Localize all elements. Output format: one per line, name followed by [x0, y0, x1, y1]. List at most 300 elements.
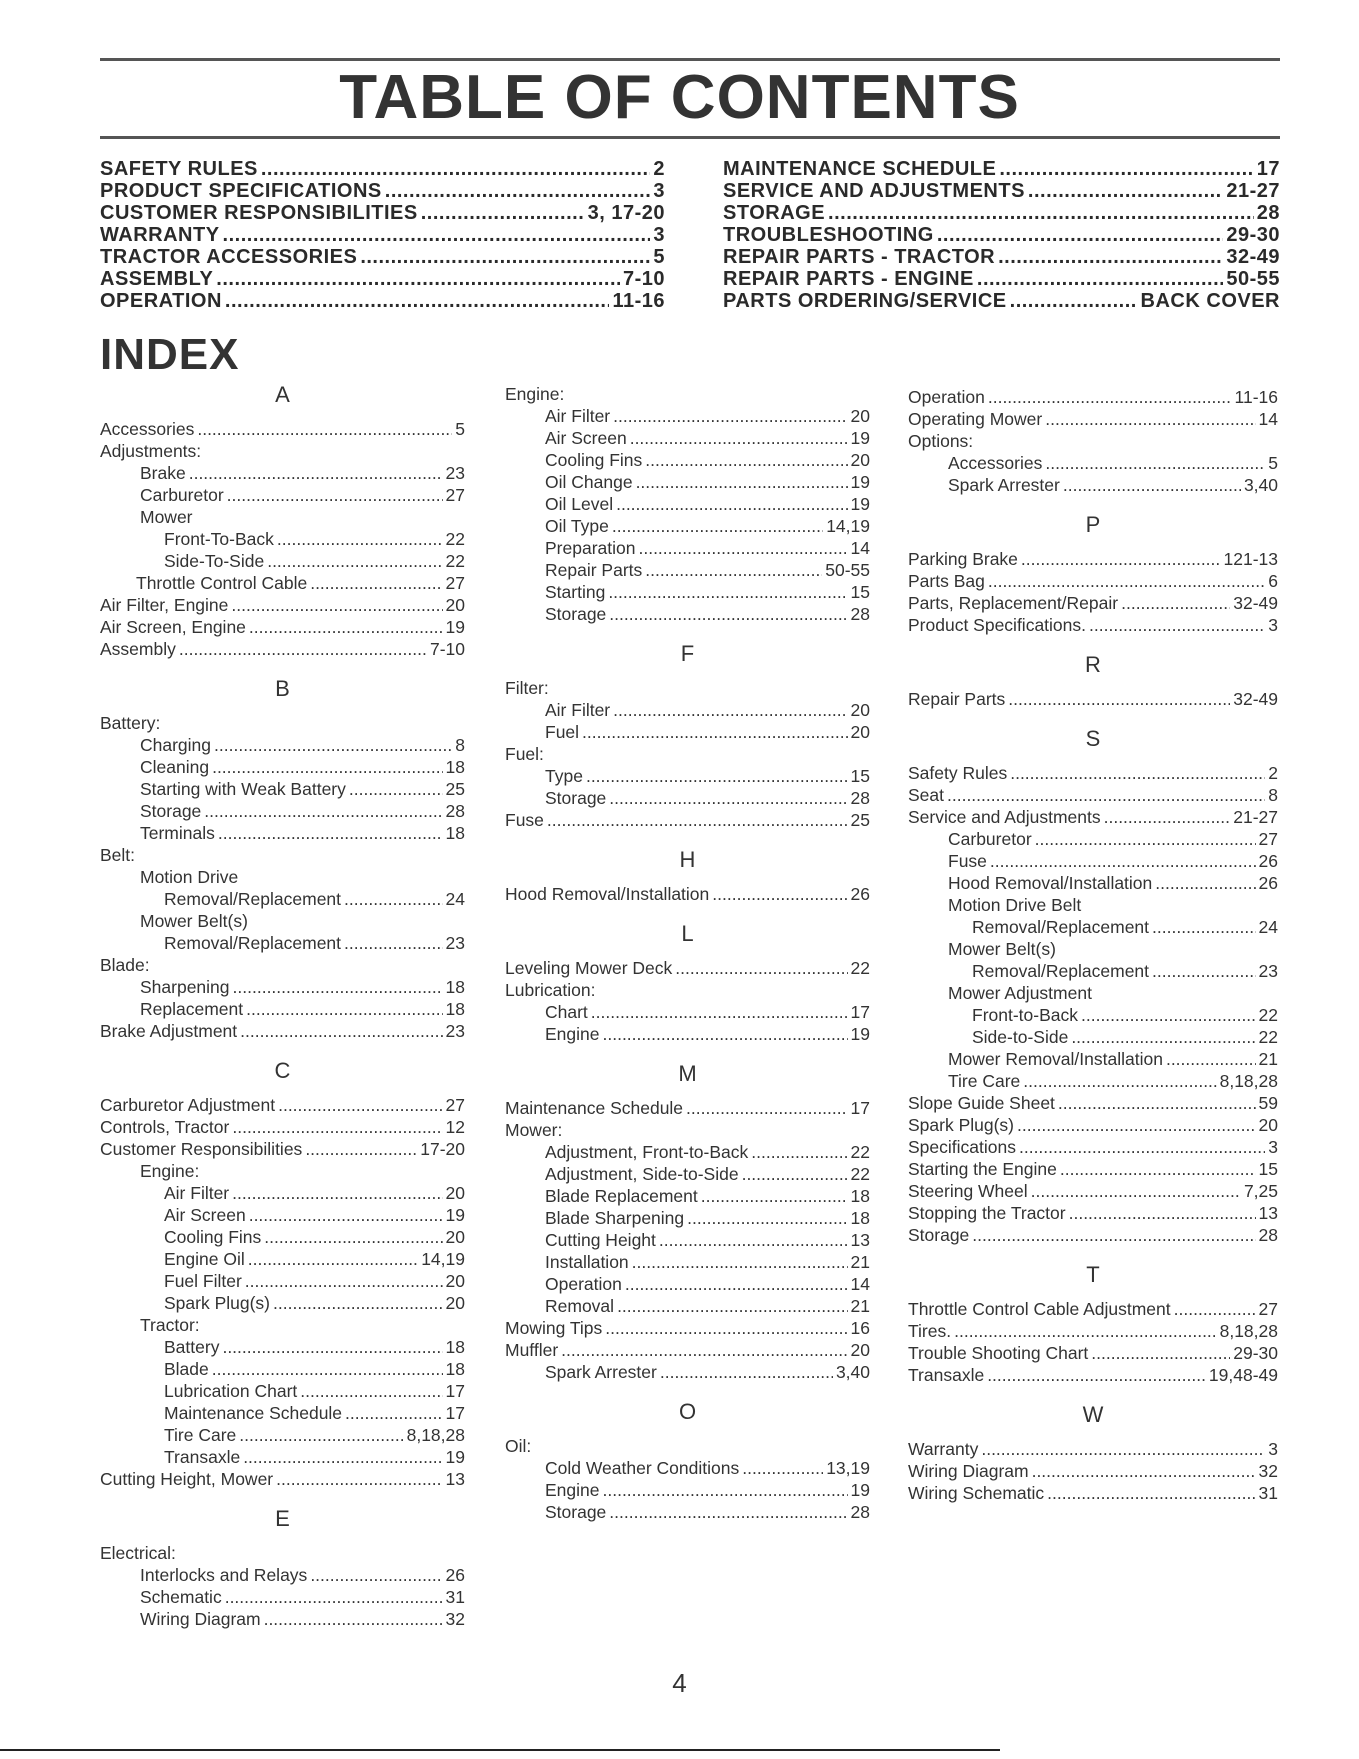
dot-leader	[385, 180, 651, 202]
toc-entry	[100, 290, 665, 312]
index-entry-page: 14	[1258, 409, 1278, 429]
dot-leader	[1023, 1070, 1216, 1092]
dot-leader	[278, 1094, 442, 1116]
toc-entry-page: 7-10	[622, 268, 665, 290]
toc-entry-page: 21-27	[1226, 180, 1280, 202]
index-entry-page: 18	[445, 999, 465, 1019]
index-entry	[100, 998, 465, 1020]
index-entry	[505, 1141, 870, 1163]
dot-leader	[216, 268, 620, 290]
index-entry-page: 20	[445, 1293, 465, 1313]
dot-leader	[212, 756, 442, 778]
index-entry-label: Oil Change	[545, 472, 633, 492]
index-entry	[505, 1273, 870, 1295]
index-entry-page: 20	[850, 722, 870, 742]
index-entry	[100, 506, 465, 528]
index-entry-label: Charging	[140, 735, 212, 755]
index-letter-heading: S	[1085, 726, 1101, 751]
index-entry-page: 27	[1258, 829, 1278, 849]
toc-entry-page: 11-16	[612, 290, 665, 312]
index-entry-page: 14,19	[826, 516, 870, 536]
index-entry-label: Air Screen	[164, 1205, 246, 1225]
index-entry-page: 21-27	[1233, 807, 1278, 827]
index-heading: INDEX	[100, 330, 240, 379]
dot-leader	[214, 734, 452, 756]
index-entry-label: Front-to-Back	[972, 1005, 1078, 1025]
index-entry-label: Assembly	[100, 639, 176, 659]
index-entry	[908, 784, 1278, 806]
toc-entry-label: STORAGE	[723, 202, 826, 224]
index-entry	[100, 1116, 465, 1138]
index-entry-label: Adjustment, Side-to-Side	[545, 1164, 739, 1184]
index-entry-page: 14	[850, 1274, 870, 1294]
dot-leader	[561, 1339, 847, 1361]
index-entry	[505, 883, 870, 905]
index-letter-heading: O	[678, 1399, 697, 1424]
index-entry-label: Storage	[908, 1225, 970, 1245]
dot-leader	[277, 528, 443, 550]
dot-leader	[687, 1207, 847, 1229]
index-entry	[100, 440, 465, 462]
index-entry-label: Installation	[545, 1252, 629, 1272]
index-entry-page: 26	[1258, 873, 1278, 893]
index-entry	[100, 1314, 465, 1336]
index-entry-label: Tire Care	[164, 1425, 237, 1445]
index-letter-heading: F	[680, 641, 695, 666]
index-entry-label: Storage	[545, 788, 607, 808]
dot-leader	[675, 957, 847, 979]
toc-entry-label: TRACTOR ACCESSORIES	[100, 246, 358, 268]
toc-entry-page: 28	[1256, 202, 1280, 224]
index-entry-label: Throttle Control Cable Adjustment	[908, 1299, 1171, 1319]
dot-leader	[344, 888, 443, 910]
index-entry	[505, 559, 870, 581]
index-entry-page: 18	[445, 757, 465, 777]
index-entry	[908, 872, 1278, 894]
dot-leader	[1060, 1158, 1256, 1180]
toc-entry	[100, 224, 665, 246]
toc-right-column	[723, 158, 1280, 312]
index-entry	[908, 1364, 1278, 1386]
dot-leader	[212, 1358, 443, 1380]
index-entry-page: 28	[850, 604, 870, 624]
dot-leader	[1069, 1202, 1256, 1224]
index-entry-label: Starting	[545, 582, 606, 602]
index-entry-label: Brake Adjustment	[100, 1021, 238, 1041]
index-entry-page: 8	[1268, 785, 1278, 805]
index-entry	[908, 1482, 1278, 1504]
dot-leader	[223, 224, 651, 246]
index-entry-label: Spark Arrester	[948, 475, 1060, 495]
toc-entry-label: PARTS ORDERING/SERVICE	[723, 290, 1007, 312]
index-entry	[100, 550, 465, 572]
dot-leader	[300, 1380, 442, 1402]
toc-entry	[723, 224, 1280, 246]
index-entry-label: Wiring Diagram	[140, 1609, 261, 1629]
dot-leader	[231, 594, 442, 616]
index-entry	[100, 778, 465, 800]
index-entry-label: Muffler	[505, 1340, 559, 1360]
index-entry-label: Stopping the Tractor	[908, 1203, 1066, 1223]
index-entry-label: Starting with Weak Battery	[140, 779, 346, 799]
index-column-3	[908, 386, 1278, 1504]
index-entry	[505, 765, 870, 787]
index-entry-label: Warranty	[908, 1439, 979, 1459]
toc-entry	[100, 246, 665, 268]
toc-entry-label: WARRANTY	[100, 224, 220, 246]
index-entry-page: 3	[1268, 1439, 1278, 1459]
index-entry-label: Transaxle	[164, 1447, 241, 1467]
index-entry-label: Storage	[545, 604, 607, 624]
dot-leader	[1047, 1482, 1255, 1504]
index-entry-label: Carburetor	[948, 829, 1032, 849]
index-entry-page: 19,48-49	[1208, 1365, 1278, 1385]
index-entry	[505, 1295, 870, 1317]
index-entry-label: Air Filter	[545, 700, 611, 720]
dot-leader	[617, 1295, 847, 1317]
dot-leader	[616, 493, 847, 515]
dot-leader	[828, 202, 1254, 224]
dot-leader	[1121, 592, 1230, 614]
index-entry-label: Blade:	[100, 955, 150, 975]
toc-entry	[100, 180, 665, 202]
dot-leader	[686, 1097, 847, 1119]
index-letter-heading: R	[1085, 652, 1101, 677]
dot-leader	[267, 550, 442, 572]
dot-leader	[625, 1273, 848, 1295]
index-entry-label: Operation	[908, 387, 985, 407]
index-entry-label: Battery	[164, 1337, 220, 1357]
index-entry	[505, 405, 870, 427]
dot-leader	[605, 1317, 847, 1339]
index-entry-page: 29-30	[1233, 1343, 1278, 1363]
index-entry-label: Air Filter	[164, 1183, 230, 1203]
index-entry	[908, 1136, 1278, 1158]
index-entry	[908, 1092, 1278, 1114]
index-entry	[100, 1226, 465, 1248]
toc-left-column	[100, 158, 665, 312]
index-entry-label: Carburetor Adjustment	[100, 1095, 276, 1115]
index-entry	[908, 430, 1278, 452]
index-entry-label: Motion Drive	[140, 867, 239, 887]
index-entry-label: Air Filter, Engine	[100, 595, 229, 615]
index-entry	[505, 787, 870, 809]
index-entry-page: 5	[455, 419, 465, 439]
dot-leader	[547, 809, 848, 831]
index-entry-label: Cutting Height, Mower	[100, 1469, 274, 1489]
index-entry-page: 14,19	[421, 1249, 465, 1269]
index-entry-page: 28	[1258, 1225, 1278, 1245]
dot-leader	[638, 537, 847, 559]
index-entry-label: Blade	[164, 1359, 209, 1379]
index-entry-page: 19	[445, 1447, 465, 1467]
index-column-1	[100, 380, 465, 1630]
index-entry-label: Mower	[140, 507, 193, 527]
dot-leader	[1010, 290, 1138, 312]
index-letter-heading: A	[275, 382, 290, 407]
index-entry-page: 28	[850, 1502, 870, 1522]
index-entry-page: 11-16	[1234, 387, 1278, 407]
dot-leader	[249, 616, 443, 638]
dot-leader	[608, 581, 847, 603]
dot-leader	[248, 1248, 418, 1270]
index-entry	[100, 528, 465, 550]
index-entry	[100, 888, 465, 910]
index-entry	[100, 1608, 465, 1630]
dot-leader	[609, 1501, 847, 1523]
index-entry	[100, 1292, 465, 1314]
index-entry-page: 18	[445, 823, 465, 843]
index-entry-page: 13	[445, 1469, 465, 1489]
dot-leader	[1008, 688, 1230, 710]
index-entry-page: 27	[445, 485, 465, 505]
index-entry	[908, 408, 1278, 430]
index-entry	[505, 537, 870, 559]
index-entry-label: Specifications	[908, 1137, 1016, 1157]
index-entry-page: 17-20	[420, 1139, 465, 1159]
dot-leader	[1031, 1180, 1241, 1202]
dot-leader	[701, 1185, 848, 1207]
index-entry	[100, 844, 465, 866]
index-entry-label: Adjustment, Front-to-Back	[545, 1142, 749, 1162]
index-entry-page: 19	[850, 1024, 870, 1044]
dot-leader	[613, 699, 847, 721]
index-entry-page: 3	[1268, 615, 1278, 635]
index-entry-label: Safety Rules	[908, 763, 1008, 783]
dot-leader	[632, 1251, 848, 1273]
index-entry-label: Accessories	[948, 453, 1043, 473]
dot-leader	[1174, 1298, 1256, 1320]
index-entry-label: Options:	[908, 431, 974, 451]
dot-leader	[954, 1320, 1217, 1342]
index-entry-label: Oil Type	[545, 516, 609, 536]
index-entry-label: Fuel:	[505, 744, 544, 764]
index-entry-label: Operation	[545, 1274, 622, 1294]
index-entry	[908, 1114, 1278, 1136]
index-entry	[908, 1320, 1278, 1342]
index-entry-label: Side-To-Side	[164, 551, 265, 571]
dot-leader	[344, 932, 443, 954]
dot-leader	[1032, 1460, 1256, 1482]
index-entry-page: 19	[445, 617, 465, 637]
toc-entry	[723, 180, 1280, 202]
index-entry-page: 28	[445, 801, 465, 821]
index-entry-label: Cold Weather Conditions	[545, 1458, 740, 1478]
index-entry	[100, 756, 465, 778]
index-entry	[100, 418, 465, 440]
index-entry-label: Removal/Replacement	[972, 961, 1150, 981]
index-entry-page: 23	[445, 1021, 465, 1041]
index-entry-page: 18	[850, 1186, 870, 1206]
index-entry-label: Sharpening	[140, 977, 230, 997]
index-entry	[100, 822, 465, 844]
index-entry-page: 8,18,28	[406, 1425, 465, 1445]
index-entry	[100, 976, 465, 998]
index-entry	[908, 1004, 1278, 1026]
index-entry-page: 7,25	[1243, 1181, 1278, 1201]
index-entry	[505, 1229, 870, 1251]
index-entry	[908, 386, 1278, 408]
toc-entry-page: 3	[653, 224, 665, 246]
index-entry-label: Air Screen	[545, 428, 627, 448]
dot-leader	[947, 784, 1265, 806]
index-entry-label: Repair Parts	[545, 560, 643, 580]
index-letter-heading: H	[679, 847, 696, 872]
dot-leader	[197, 418, 452, 440]
index-entry-page: 32	[445, 1609, 465, 1629]
index-entry-page: 24	[445, 889, 465, 909]
index-entry-label: Air Screen, Engine	[100, 617, 246, 637]
index-entry-page: 23	[445, 933, 465, 953]
index-entry-page: 32-49	[1233, 689, 1278, 709]
index-entry	[908, 1224, 1278, 1246]
index-entry-page: 121-13	[1223, 549, 1278, 569]
index-entry-page: 22	[850, 1164, 870, 1184]
index-entry-page: 20	[1258, 1115, 1278, 1135]
index-entry-page: 6	[1268, 571, 1278, 591]
index-entry	[100, 1402, 465, 1424]
index-entry	[908, 1180, 1278, 1202]
dot-leader	[1071, 1026, 1255, 1048]
index-entry-page: 27	[445, 1095, 465, 1115]
dot-leader	[1063, 474, 1241, 496]
index-entry-label: Adjustments:	[100, 441, 202, 461]
index-entry	[100, 1248, 465, 1270]
dot-leader	[227, 484, 443, 506]
dot-leader	[582, 721, 847, 743]
dot-leader	[264, 1608, 443, 1630]
index-entry-page: 19	[850, 428, 870, 448]
index-entry-page: 22	[1258, 1027, 1278, 1047]
page-number: 4	[672, 1668, 687, 1698]
dot-leader	[988, 386, 1232, 408]
index-entry-label: Interlocks and Relays	[140, 1565, 308, 1585]
index-entry-label: Parts, Replacement/Repair	[908, 593, 1119, 613]
index-entry-label: Electrical:	[100, 1543, 176, 1563]
index-entry	[100, 800, 465, 822]
index-entry-label: Engine Oil	[164, 1249, 245, 1269]
index-entry-label: Fuse	[505, 810, 544, 830]
index-entry-page: 27	[445, 573, 465, 593]
index-entry	[505, 427, 870, 449]
index-entry-label: Removal/Replacement	[164, 933, 342, 953]
dot-leader	[609, 787, 847, 809]
dot-leader	[189, 462, 443, 484]
toc-entry-label: ASSEMBLY	[100, 268, 214, 290]
index-entry-label: Transaxle	[908, 1365, 985, 1385]
dot-leader	[249, 1204, 443, 1226]
index-entry	[100, 910, 465, 932]
toc-entry	[723, 202, 1280, 224]
index-entry-page: 15	[1258, 1159, 1278, 1179]
dot-leader	[612, 515, 823, 537]
dot-leader	[1089, 614, 1265, 636]
toc-entry-label: PRODUCT SPECIFICATIONS	[100, 180, 382, 202]
index-entry	[505, 581, 870, 603]
index-entry	[505, 1023, 870, 1045]
index-entry-label: Fuel Filter	[164, 1271, 242, 1291]
index-entry-label: Chart	[545, 1002, 588, 1022]
index-entry-page: 19	[850, 1480, 870, 1500]
index-entry	[505, 515, 870, 537]
index-entry-label: Brake	[140, 463, 186, 483]
index-entry	[505, 1163, 870, 1185]
index-entry	[505, 383, 870, 405]
dot-leader	[987, 1364, 1206, 1386]
dot-leader	[1019, 1136, 1265, 1158]
dot-leader	[245, 1270, 443, 1292]
dot-leader	[998, 246, 1223, 268]
toc-entry	[723, 268, 1280, 290]
index-entry	[100, 1094, 465, 1116]
index-entry-page: 22	[850, 1142, 870, 1162]
dot-leader	[264, 1226, 442, 1248]
index-entry-page: 20	[445, 1227, 465, 1247]
dot-leader	[243, 1446, 442, 1468]
index-entry	[100, 1446, 465, 1468]
index-entry-label: Blade Replacement	[545, 1186, 698, 1206]
index-entry-label: Lubrication Chart	[164, 1381, 298, 1401]
index-entry-label: Hood Removal/Installation	[505, 884, 710, 904]
index-entry-page: 17	[445, 1403, 465, 1423]
dot-leader	[990, 850, 1256, 872]
index-entry-label: Repair Parts	[908, 689, 1006, 709]
index-entry	[100, 484, 465, 506]
dot-leader	[645, 559, 822, 581]
dot-leader	[305, 1138, 417, 1160]
toc-entry-label: TROUBLESHOOTING	[723, 224, 934, 246]
dot-leader	[586, 765, 848, 787]
index-entry-page: 22	[445, 551, 465, 571]
index-entry-label: Controls, Tractor	[100, 1117, 230, 1137]
toc-entry-page: 29-30	[1226, 224, 1280, 246]
dot-leader	[660, 1361, 833, 1383]
index-entry-page: 3	[1268, 1137, 1278, 1157]
index-entry	[505, 1457, 870, 1479]
toc-entry-page: 2	[653, 158, 665, 180]
index-entry	[100, 1564, 465, 1586]
index-entry-page: 13	[850, 1230, 870, 1250]
index-entry-label: Air Filter	[545, 406, 611, 426]
index-entry	[100, 594, 465, 616]
index-entry-label: Mower Adjustment	[948, 983, 1092, 1003]
index-entry	[505, 699, 870, 721]
index-entry	[505, 1097, 870, 1119]
toc-entry-label: REPAIR PARTS - ENGINE	[723, 268, 974, 290]
index-entry	[505, 603, 870, 625]
index-entry-page: 5	[1268, 453, 1278, 473]
index-entry-page: 2	[1268, 763, 1278, 783]
index-entry-page: 20	[445, 1183, 465, 1203]
index-entry-label: Cleaning	[140, 757, 210, 777]
title-underline-rule	[100, 136, 1280, 139]
index-entry	[908, 960, 1278, 982]
index-entry-label: Mower Belt(s)	[140, 911, 248, 931]
index-entry-page: 25	[445, 779, 465, 799]
dot-leader	[233, 976, 443, 998]
index-entry-label: Terminals	[140, 823, 215, 843]
index-entry-page: 21	[1258, 1049, 1278, 1069]
index-entry-page: 17	[850, 1002, 870, 1022]
index-entry-page: 19	[445, 1205, 465, 1225]
dot-leader	[276, 1468, 442, 1490]
index-entry-page: 20	[445, 1271, 465, 1291]
index-entry-label: Accessories	[100, 419, 195, 439]
index-entry	[100, 1358, 465, 1380]
index-entry-page: 17	[850, 1098, 870, 1118]
dot-leader	[222, 1336, 442, 1358]
index-entry-page: 18	[445, 1359, 465, 1379]
